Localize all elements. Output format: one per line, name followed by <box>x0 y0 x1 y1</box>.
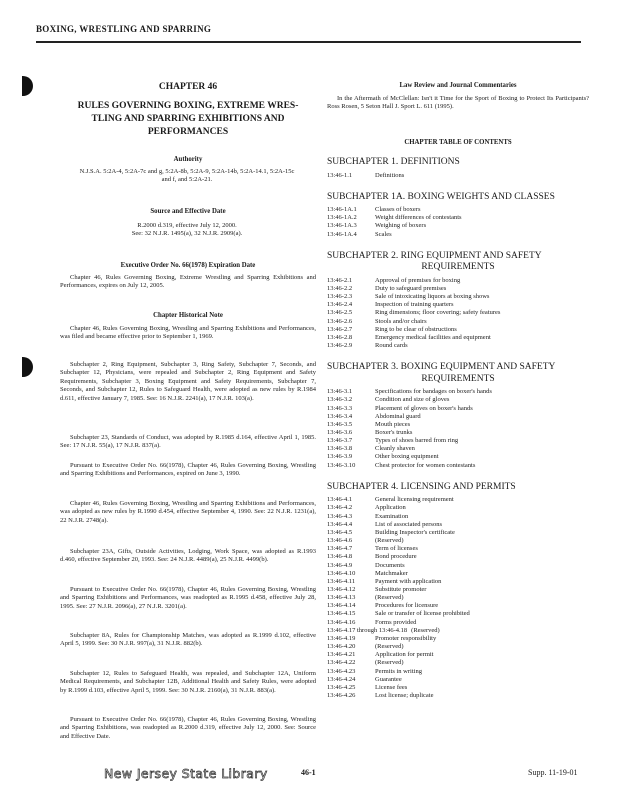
toc-entry <box>327 206 589 214</box>
section-title: Chest protector for women contestants <box>375 461 476 469</box>
section-number: 13:46-4.2 <box>327 504 353 512</box>
section-number: 13:46-1A.4 <box>327 230 357 238</box>
toc-entry <box>327 462 589 470</box>
section-number: 13:46-4.3 <box>327 512 353 520</box>
section-number: 13:46-2.1 <box>327 276 353 284</box>
toc-subchapter <box>327 251 589 350</box>
history-paragraph: Pursuant to Executive Order No. 66(1978), Chapter 46, Rules Governing Boxing, Wrestling and Sparring Exhibitions and Performances, was readopted as R.1995 d.458, effective July 28, 1995. See: 27 N.J.R. 2096(a), 27 N.J.R. 3201(a). <box>60 586 316 610</box>
section-number: 13:46-3.5 <box>327 420 353 428</box>
toc-entry <box>327 453 589 461</box>
toc-entry <box>327 529 589 537</box>
toc-entry <box>327 231 589 239</box>
subchapter-title: REQUIREMENTS <box>421 262 495 273</box>
section-number: 13:46-2.3 <box>327 293 353 301</box>
toc-entry <box>327 413 589 421</box>
toc-entry <box>327 172 589 180</box>
toc-heading: CHAPTER TABLE OF CONTENTS <box>404 139 512 146</box>
section-number: 13:46-4.22 <box>327 659 356 667</box>
section-number: 13:46-4.13 <box>327 594 356 602</box>
section-number: 13:46-4.20 <box>327 643 356 651</box>
source-line-2: See: 32 N.J.R. 1495(a), 32 N.J.R. 2909(a). <box>131 230 243 238</box>
page-number: 46-1 <box>301 768 316 777</box>
section-number: 13:46-4.6 <box>327 537 353 545</box>
toc-entry <box>327 619 589 627</box>
section-title: Definitions <box>375 171 405 179</box>
subchapter-title: SUBCHAPTER 4. LICENSING AND PERMITS <box>327 481 516 492</box>
section-title: Ring dimensions; floor covering; safety features <box>375 309 501 317</box>
section-title: Application for permit <box>375 651 434 659</box>
toc-entry <box>327 570 589 578</box>
source-heading: Source and Effective Date <box>150 208 226 215</box>
section-title: (Reserved) <box>375 659 404 667</box>
toc-entry <box>327 513 589 521</box>
toc-entry <box>327 594 589 602</box>
history-paragraph: Subchapter 23, Standards of Conduct, was adopted by R.1985 d.164, effective April 1, 1985. See: 17 N.J.R. 55(a), 17 N.J.R. 837(a). <box>60 434 316 450</box>
section-title: Guarantee <box>375 675 402 683</box>
section-title: Placement of gloves on boxer's hands <box>375 404 473 412</box>
section-number: 13:46-4.21 <box>327 651 356 659</box>
section-title: Abdominal guard <box>375 412 421 420</box>
section-title: Documents <box>375 561 405 569</box>
section-number: 13:46-4.11 <box>327 577 356 585</box>
section-title: List of associated persons <box>375 520 442 528</box>
toc-entry <box>327 334 589 342</box>
section-number: 13:46-1.1 <box>327 171 353 179</box>
section-title: (Reserved) <box>375 643 404 651</box>
section-title: Term of licenses <box>375 545 418 553</box>
section-title: (Reserved) <box>375 537 404 545</box>
section-title: Specifications for bandages on boxer's hands <box>375 388 492 396</box>
history-paragraph: Pursuant to Executive Order No. 66(1978), Chapter 46, Rules Governing Boxing, Wrestling and Sparring Exhibitions, was readopted as R.2000 d.319, effective July 12, 2000. See: Source and Effective Date. <box>60 716 316 740</box>
section-title: Emergency medical facilities and equipment <box>375 333 491 341</box>
section-number: 13:46-3.1 <box>327 388 353 396</box>
toc-entry <box>327 521 589 529</box>
section-title: Promoter responsibility <box>375 634 437 642</box>
toc-entry <box>327 586 589 594</box>
section-title: Other boxing equipment <box>375 453 439 461</box>
toc-entry <box>327 684 589 692</box>
toc-subchapter <box>327 157 589 180</box>
toc-entry <box>327 676 589 684</box>
section-title: Bond procedure <box>375 553 417 561</box>
toc-entry <box>327 610 589 618</box>
section-number: 13:46-4.26 <box>327 692 356 699</box>
section-title: Weighing of boxers <box>375 222 427 230</box>
section-title: Condition and size of gloves <box>375 396 450 404</box>
section-number: 13:46-1A.3 <box>327 222 357 230</box>
toc-entry <box>327 285 589 293</box>
section-number: 13:46-3.10 <box>327 461 356 469</box>
subchapter-title: SUBCHAPTER 2. RING EQUIPMENT AND SAFETY <box>327 250 542 261</box>
section-number: 13:46-4.9 <box>327 561 353 569</box>
toc-entry <box>327 651 589 659</box>
section-title: Stools and/or chairs <box>375 317 427 325</box>
authority-heading: Authority <box>173 156 203 163</box>
section-number: 13:46-4.1 <box>327 496 353 504</box>
toc-entry <box>327 293 589 301</box>
section-title: Substitute promoter <box>375 585 427 593</box>
toc-entry <box>327 318 589 326</box>
toc-entry <box>327 445 589 453</box>
section-title: Weight differences of contestants <box>375 214 462 222</box>
section-title: Scales <box>375 230 392 238</box>
section-number: 13:46-4.17 through 13:46-4.18 <box>327 626 408 634</box>
section-number: 13:46-3.7 <box>327 437 353 445</box>
toc-entry <box>327 602 589 610</box>
section-title: Forms provided <box>375 618 417 626</box>
section-title: Payment with application <box>375 577 442 585</box>
section-number: 13:46-3.3 <box>327 404 353 412</box>
toc-entry <box>327 496 589 504</box>
section-title: Types of shoes barred from ring <box>375 437 459 445</box>
toc-entry <box>327 562 589 570</box>
supplement-date: Supp. 11-19-01 <box>528 768 578 777</box>
section-number: 13:46-3.2 <box>327 396 353 404</box>
binder-tab-mark <box>22 357 33 377</box>
section-number: 13:46-2.9 <box>327 342 353 350</box>
section-number: 13:46-2.7 <box>327 325 353 333</box>
section-number: 13:46-4.7 <box>327 545 353 553</box>
toc-entry <box>327 692 589 700</box>
section-number: 13:46-3.8 <box>327 445 353 453</box>
section-title: Sale or transfer of license prohibited <box>375 610 470 618</box>
toc-entry <box>327 659 589 667</box>
toc-entry <box>327 222 589 230</box>
exec-order-text: Chapter 46, Rules Governing Boxing, Extreme Wrestling and Sparring Exhibitions and Performances, expires on July 12, 2005. <box>60 274 316 290</box>
subchapter-title: SUBCHAPTER 1. DEFINITIONS <box>327 157 460 167</box>
section-title: Approval of premises for boxing <box>375 276 461 284</box>
history-paragraph: Chapter 46, Rules Governing Boxing, Wrestling and Sparring Exhibitions and Performances, was adopted as new rules by R.1990 d.454, effective September 4, 1990. See: 22 N.J.R. 1231(a), 22 N.J.R. 2748(a). <box>60 500 316 524</box>
toc-entry <box>327 537 589 545</box>
section-title: Application <box>375 504 406 512</box>
toc-entry <box>327 405 589 413</box>
toc-entry <box>327 545 589 553</box>
running-head: BOXING, WRESTLING AND SPARRING <box>36 24 212 34</box>
section-number: 13:46-3.6 <box>327 428 353 436</box>
history-heading: Chapter Historical Note <box>153 312 223 319</box>
source-text <box>78 222 296 239</box>
toc-entry <box>327 643 589 651</box>
toc-entry <box>327 504 589 512</box>
source-line-1: R.2000 d.319, effective July 12, 2000. <box>137 222 237 229</box>
toc-entry <box>327 214 589 222</box>
toc-subchapter <box>327 482 589 700</box>
section-title: Permits in writing <box>375 667 422 675</box>
toc-entry <box>327 342 589 350</box>
section-title: Matchmaker <box>375 569 408 577</box>
section-title: Cleanly shaven <box>375 445 415 453</box>
toc-entry <box>327 627 589 635</box>
toc-list <box>327 157 589 700</box>
history-paragraph: Pursuant to Executive Order No. 66(1978), Chapter 46, Rules Governing Boxing, Wrestling and Sparring Exhibitions and Performances, expired on June 3, 1990. <box>60 462 316 478</box>
section-number: 13:46-2.4 <box>327 301 353 309</box>
toc-entry <box>327 635 589 643</box>
history-paragraph: Subchapter 12, Rules to Safeguard Health, was repealed, and Subchapter 12A, Uniform Medical Requirements, and Subchapter 12B, Additional Health and Safety Rules, were adopted by R.1999 d.103, effective April 5, 1999. See: 30 N.J.R. 2160(a), 31 N.J.R. 883(a). <box>60 670 316 694</box>
authority-text: N.J.S.A. 5:2A-4, 5:2A-7c and g, 5:2A-8b, 5:2A-9, 5:2A-14b, 5:2A-14.1, 5:2A-15c and f, and 5:2A-21. <box>79 168 295 184</box>
section-title: Classes of boxers <box>375 206 421 214</box>
toc-entry <box>327 553 589 561</box>
history-paragraph: Subchapter 2, Ring Equipment, Subchapter 3, Ring Safety, Subchapter 7, Seconds, and Subchapter 12, Physicians, were repealed and Subchapter 2, Ring Equipment and Safety Requirements, Subchapter 3, Boxing Equipment and Safety Requirements, Subchapter 7, Seconds, and Subchapter 12, Rules to Safeguard Health, were adopted as new rules by R.1984 d.611, effective January 7, 1985. See: 16 N.J.R. 2241(a), 17 N.J.R. 103(a). <box>60 361 316 402</box>
exec-order-heading: Executive Order No. 66(1978) Expiration Date <box>120 262 256 269</box>
binder-tab-mark <box>22 76 33 96</box>
section-title: Ring to be clear of obstructions <box>375 325 457 333</box>
section-title: Procedures for licensure <box>375 602 439 610</box>
section-number: 13:46-1A.1 <box>327 206 357 214</box>
library-stamp: New Jersey State Library <box>104 766 268 781</box>
section-number: 13:46-4.4 <box>327 520 353 528</box>
toc-subchapter <box>327 362 589 470</box>
toc-entry <box>327 429 589 437</box>
table-of-contents <box>327 157 589 700</box>
toc-entry <box>327 309 589 317</box>
section-title: Duty to safeguard premises <box>375 284 447 292</box>
header-rule <box>36 41 581 43</box>
history-paragraph: Subchapter 8A, Rules for Championship Matches, was adopted as R.1999 d.102, effective April 5, 1999. See: 30 N.J.R. 997(a), 31 N.J.R. 882(b). <box>60 632 316 648</box>
subchapter-title: SUBCHAPTER 3. BOXING EQUIPMENT AND SAFETY <box>327 362 556 373</box>
section-number: 13:46-4.10 <box>327 569 356 577</box>
toc-entry <box>327 326 589 334</box>
chapter-heading: CHAPTER 46 <box>158 82 218 92</box>
section-number: 13:46-2.5 <box>327 309 353 317</box>
section-title: (Reserved) <box>411 626 440 634</box>
section-number: 13:46-4.14 <box>327 602 356 610</box>
section-title: Building Inspector's certificate <box>375 528 455 536</box>
section-title: Inspection of training quarters <box>375 301 454 309</box>
history-paragraph: Chapter 46, Rules Governing Boxing, Wrestling and Sparring Exhibitions and Performances, was filed and became effective prior to September 1, 1969. <box>60 325 316 341</box>
law-review-text: In the Aftermath of McClellan: Isn't it Time for the Sport of Boxing to Protect Its Participants? Ross Rosen, 5 Seton Hall J. Sport L. 611 (1995). <box>327 95 589 111</box>
law-review-heading: Law Review and Journal Commentaries <box>399 82 517 89</box>
toc-entry <box>327 301 589 309</box>
section-title: (Reserved) <box>375 594 404 602</box>
toc-entry <box>327 388 589 396</box>
section-title: Lost license; duplicate <box>375 692 434 699</box>
toc-entry <box>327 437 589 445</box>
subchapter-title: SUBCHAPTER 1A. BOXING WEIGHTS AND CLASSES <box>327 191 555 202</box>
section-number: 13:46-4.8 <box>327 553 353 561</box>
section-number: 13:46-4.25 <box>327 683 356 691</box>
section-number: 13:46-1A.2 <box>327 214 357 222</box>
section-number: 13:46-2.6 <box>327 317 353 325</box>
section-number: 13:46-2.8 <box>327 333 353 341</box>
toc-entry <box>327 421 589 429</box>
section-title: General licensing requirement <box>375 496 454 504</box>
section-title: Round cards <box>375 342 408 350</box>
section-number: 13:46-3.9 <box>327 453 353 461</box>
section-number: 13:46-4.16 <box>327 618 356 626</box>
section-title: License fees <box>375 683 408 691</box>
section-number: 13:46-4.24 <box>327 675 356 683</box>
history-paragraph: Subchapter 23A, Gifts, Outside Activities, Lodging, Work Space, was adopted as R.1993 d.460, effective September 20, 1993. See: 24 N.J.R. 4489(a), 25 N.J.R. 4499(b). <box>60 548 316 564</box>
toc-entry <box>327 668 589 676</box>
section-title: Boxer's trunks <box>375 428 413 436</box>
section-title: Examination <box>375 512 409 520</box>
section-number: 13:46-4.23 <box>327 667 356 675</box>
section-number: 13:46-4.19 <box>327 634 356 642</box>
toc-entry <box>327 578 589 586</box>
toc-entry <box>327 277 589 285</box>
section-number: 13:46-4.12 <box>327 585 356 593</box>
chapter-title: RULES GOVERNING BOXING, EXTREME WRES-TLING AND SPARRING EXHIBITIONS AND PERFORMANCES <box>77 101 299 137</box>
section-title: Mouth pieces <box>375 420 411 428</box>
section-number: 13:46-4.5 <box>327 528 353 536</box>
section-number: 13:46-4.15 <box>327 610 356 618</box>
subchapter-title: REQUIREMENTS <box>421 373 495 384</box>
section-number: 13:46-2.2 <box>327 284 353 292</box>
toc-subchapter <box>327 192 589 239</box>
section-number: 13:46-3.4 <box>327 412 353 420</box>
section-title: Sale of intoxicating liquors at boxing shows <box>375 293 490 301</box>
toc-entry <box>327 396 589 404</box>
